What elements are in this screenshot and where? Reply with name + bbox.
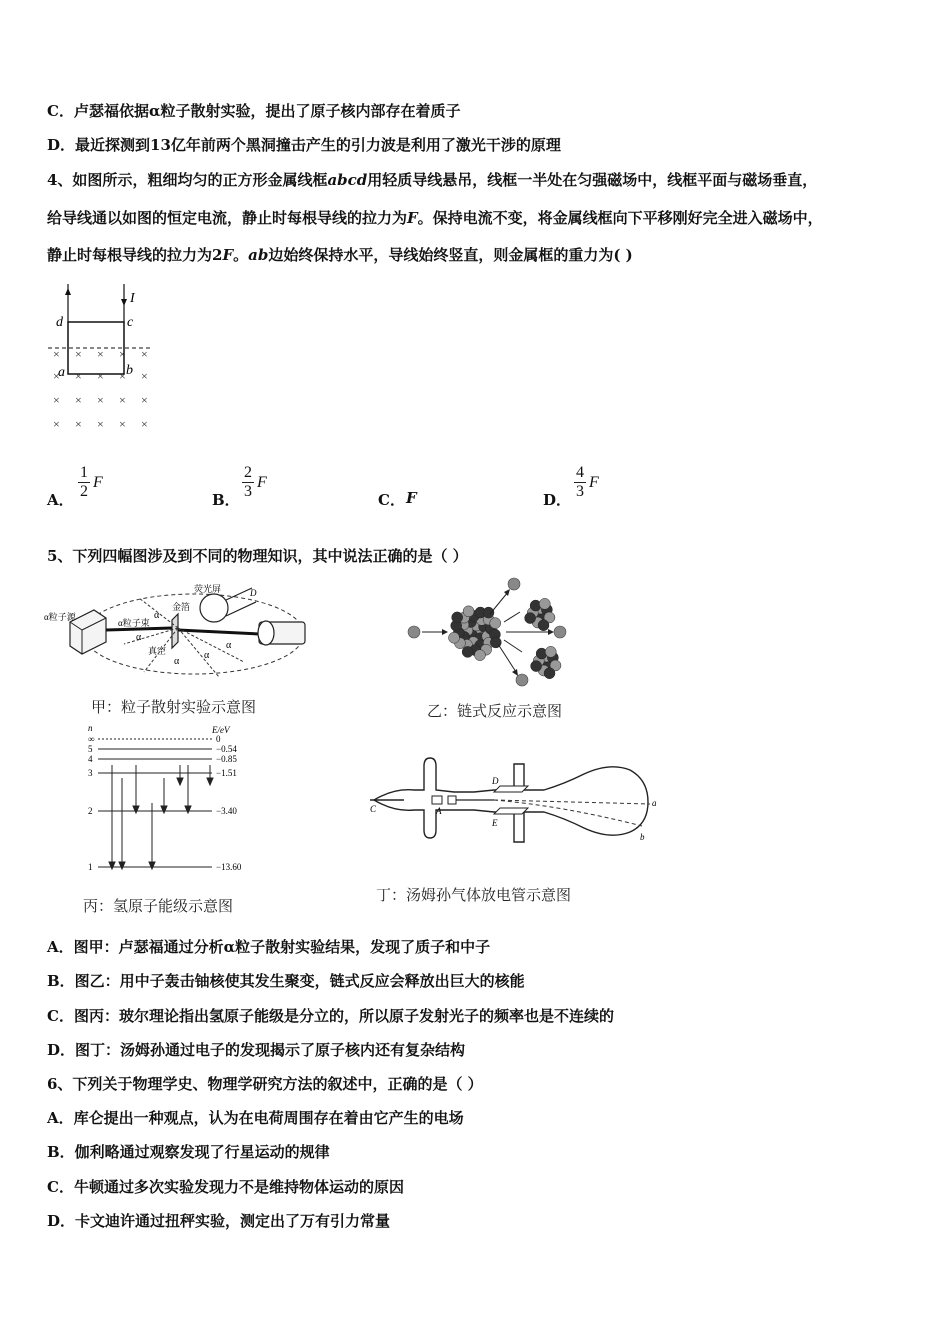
- level-energy-label: −3.40: [216, 806, 237, 816]
- nucleon: [463, 606, 474, 617]
- field-cross-icon: ×: [141, 393, 148, 407]
- label-b-spot: b: [640, 832, 645, 842]
- field-cross-icon: ×: [119, 417, 126, 431]
- arrow-down-icon: [121, 299, 127, 306]
- q5-option-a: A．图甲：卢瑟福通过分析α粒子散射实验结果，发现了质子和中子: [47, 938, 491, 956]
- energy-levels: [88, 734, 242, 872]
- nucleon: [544, 668, 555, 679]
- q4-option-b-var: F: [257, 474, 267, 491]
- q5-option-b: B．图乙：用中子轰击铀核使其发生聚变，链式反应会释放出巨大的核能: [47, 972, 525, 990]
- q4-text: 用轻质导线悬吊，线框一半处在匀强磁场中，线框平面与磁场垂直，: [367, 171, 818, 189]
- uranium-nucleus: [449, 606, 502, 661]
- field-cross-icon: ×: [97, 417, 104, 431]
- level-n-label: 2: [88, 806, 93, 816]
- nucleon: [490, 618, 501, 629]
- q4-option-d-label: D．: [543, 491, 572, 509]
- q6-option-b: B．伽利略通过观察发现了行星运动的规律: [47, 1143, 330, 1161]
- through-beam: [178, 630, 259, 634]
- caption-yi: 乙：链式反应示意图: [427, 702, 563, 720]
- nucleon: [483, 607, 494, 618]
- q4-stem-line2: [47, 208, 823, 228]
- e-axis-label: E/eV: [212, 725, 230, 735]
- q4-text: 边始终保持水平，导线始终竖直，则金属框的重力为( ): [268, 246, 633, 264]
- q4-stem-line3: [47, 245, 633, 265]
- field-cross-icon: ×: [75, 393, 82, 407]
- q4-option-c-var: F: [406, 489, 417, 507]
- label-b: b: [126, 363, 133, 378]
- plate-d: [494, 786, 528, 792]
- field-cross-icon: ×: [97, 369, 104, 383]
- anode-a: [432, 796, 442, 804]
- q4-option-b-label: B．: [212, 491, 240, 509]
- q5-stem: 5、下列四幅图涉及到不同的物理知识，其中说法正确的是（ ）: [47, 547, 468, 565]
- q4-var-2f: F: [222, 246, 234, 264]
- screen-label: 荧光屏: [194, 584, 222, 594]
- level-energy-label: −0.54: [216, 744, 237, 754]
- incoming-neutron: [408, 626, 420, 638]
- q6-option-a: A．库仑提出一种观点，认为在电荷周围存在着由它产生的电场: [47, 1109, 464, 1127]
- field-cross-icon: ×: [119, 393, 126, 407]
- q4-option-a-var: F: [93, 474, 103, 491]
- option-c-line: C．卢瑟福依据α粒子散射实验，提出了原子核内部存在着质子: [47, 102, 461, 120]
- q4-text: 给导线通以如图的恒定电流，静止时每根导线的拉力为: [47, 209, 408, 227]
- level-energy-label: 0: [216, 734, 221, 744]
- fission-fragment: [531, 646, 561, 678]
- label-a: A: [436, 806, 442, 816]
- alpha-label-4: α: [226, 640, 232, 651]
- field-cross-icon: ×: [53, 393, 60, 407]
- arrow-up-icon: [65, 288, 71, 295]
- field-cross-icon: ×: [75, 369, 82, 383]
- level-n-label: 1: [88, 862, 93, 872]
- level-n-label: 3: [88, 768, 93, 778]
- numerator: 2: [244, 464, 252, 481]
- level-n-label: 4: [88, 754, 93, 764]
- nucleon: [539, 598, 550, 609]
- label-d: D: [492, 776, 499, 786]
- field-cross-icon: ×: [141, 417, 148, 431]
- q4-option-c-label: C．: [378, 491, 405, 509]
- numerator: 1: [80, 464, 88, 481]
- field-cross-icon: ×: [119, 369, 126, 383]
- microscope-label: D: [250, 588, 257, 598]
- q4-option-d-fraction: [574, 464, 586, 501]
- nucleon: [462, 646, 473, 657]
- alpha-label-3: α: [204, 650, 210, 661]
- fig-ding-discharge-tube: [364, 744, 664, 856]
- caption-bing: 丙：氢原子能级示意图: [83, 897, 234, 915]
- denominator: 3: [576, 483, 584, 500]
- q4-stem-line1: [47, 170, 817, 190]
- alpha-label-5: α: [136, 632, 142, 643]
- beam-label: α粒子束: [118, 618, 150, 628]
- caption-jia: 甲：粒子散射实验示意图: [91, 698, 257, 716]
- option-d-line: D．最近探测到13亿年前两个黑洞撞击产生的引力波是利用了激光干涉的原理: [47, 136, 561, 154]
- q4-var-f: F: [407, 209, 418, 227]
- field-cross-icon: ×: [141, 347, 148, 361]
- label-a: a: [58, 365, 65, 380]
- n-axis-label: n: [88, 723, 93, 733]
- q6-option-d: D．卡文迪许通过扭秤实验，测定出了万有引力常量: [47, 1212, 391, 1230]
- source-label: α粒子源: [44, 612, 76, 622]
- nucleon: [545, 646, 556, 657]
- alpha-label-1: α: [154, 610, 160, 621]
- released-neutron: [508, 578, 520, 590]
- level-energy-label: −0.85: [216, 754, 237, 764]
- denominator: 3: [244, 483, 252, 500]
- vacuum-label: 真空: [148, 646, 167, 656]
- field-cross-icon: ×: [97, 347, 104, 361]
- fig-bing-energy-levels: [84, 723, 264, 879]
- q6-option-c: C．牛顿通过多次实验发现力不是维持物体运动的原因: [47, 1178, 404, 1196]
- transition-arrows: [109, 765, 213, 869]
- plate-e: [494, 808, 528, 814]
- q4-option-b-fraction: [242, 464, 254, 501]
- field-cross-icon: ×: [141, 369, 148, 383]
- level-n-label: 5: [88, 744, 93, 754]
- alpha-label-2: α: [174, 656, 180, 667]
- field-cross-icon: ×: [119, 347, 126, 361]
- nucleon: [474, 650, 485, 661]
- field-cross-icon: ×: [53, 347, 60, 361]
- label-c: c: [127, 315, 134, 330]
- level-n-label: ∞: [88, 734, 95, 744]
- label-a-spot: a: [652, 798, 657, 808]
- gold-foil: [172, 614, 178, 648]
- caption-ding: 丁：汤姆孙气体放电管示意图: [376, 886, 572, 904]
- q4-text: 4、如图所示，粗细均匀的正方形金属线框: [47, 171, 328, 189]
- fig-yi-chain-reaction: [400, 574, 580, 694]
- q4-text: 。: [233, 246, 249, 264]
- q4-abcd: abcd: [327, 171, 368, 189]
- foil-label: 金箔: [172, 602, 191, 612]
- q4-text: 。保持电流不变，将金属线框向下平移刚好完全进入磁场中，: [417, 209, 823, 227]
- q4-ab: ab: [248, 246, 269, 264]
- q4-option-a-label: A．: [47, 491, 74, 509]
- fluorescent-screen: [200, 594, 228, 622]
- q5-option-c: C．图丙：玻尔理论指出氢原子能级是分立的，所以原子发射光子的频率也是不连续的: [47, 1007, 614, 1025]
- denominator: 2: [80, 483, 88, 500]
- level-energy-label: −1.51: [216, 768, 237, 778]
- field-cross-icon: ×: [75, 417, 82, 431]
- fig-jia-scattering: [44, 582, 314, 694]
- label-d: d: [56, 315, 63, 330]
- field-cross-icon: ×: [97, 393, 104, 407]
- label-e: E: [492, 818, 498, 828]
- released-neutron: [554, 626, 566, 638]
- q5-option-d: D．图丁：汤姆孙通过电子的发现揭示了原子核内还有复杂结构: [47, 1041, 466, 1059]
- nucleon: [538, 620, 549, 631]
- fission-fragment: [525, 598, 555, 630]
- nucleon: [525, 613, 536, 624]
- nucleon: [531, 661, 542, 672]
- level-energy-label: −13.60: [216, 862, 242, 872]
- q4-text: 静止时每根导线的拉力为2: [47, 246, 223, 264]
- alpha-beam: [106, 628, 172, 630]
- magnetic-field-crosses: [53, 347, 148, 431]
- field-cross-icon: ×: [75, 347, 82, 361]
- label-i: I: [130, 291, 135, 306]
- nucleon: [449, 632, 460, 643]
- q4-option-d-var: F: [589, 474, 599, 491]
- q4-figure: [44, 282, 164, 442]
- label-c: C: [370, 804, 377, 814]
- q6-stem: 6、下列关于物理学史、物理学研究方法的叙述中，正确的是（ ）: [47, 1075, 483, 1093]
- q4-option-a-fraction: [78, 464, 90, 501]
- nucleon: [452, 612, 463, 623]
- numerator: 4: [576, 464, 584, 481]
- field-cross-icon: ×: [53, 417, 60, 431]
- field-cross-icon: ×: [53, 369, 60, 383]
